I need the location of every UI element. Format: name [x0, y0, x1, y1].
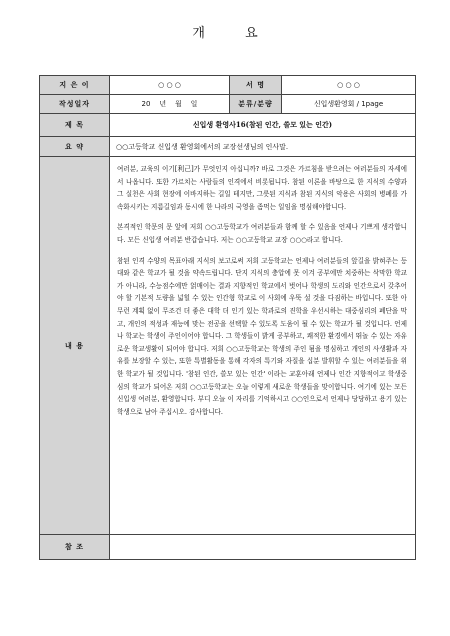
- content-paragraph-1: 여러분, 교육의 이기[利己]가 무엇인지 아십니까? 바로 그것은 가르침을 받으려는 여러분들의 자세에서 나옵니다. 또한 가르치는 사람들의 인격에서 비롯됩니다. 참된 이론을 바탕으로 한 지식의 수양과 그 실천은 사회 현장에 이바지하는 길일 테지만, 그릇된 지식과 참된 지식의 악용은 사회의 병폐를 가속화시키는 지름길임과 동시에 한 나라의 국영을 좀먹는 일임을 명심해야합니다.: [117, 165, 407, 211]
- date-label: 작성일자: [40, 95, 110, 114]
- content-paragraph-2: 본격적인 학문의 문 앞에 저희 ○○고등학교가 여러분들과 함께 할 수 있음을 언제나 기쁘게 생각합니다. 모든 신입생 여러분 반갑습니다. 저는 ○○고등학교 교장 ○○○라고 합니다.: [117, 223, 407, 244]
- signature-label: 서 명: [230, 76, 282, 95]
- subject-row: [40, 114, 416, 137]
- reference-value: [110, 535, 416, 560]
- date-value: 20 년 월 일: [110, 95, 230, 114]
- author-row: [40, 76, 416, 95]
- author-value: ○ ○ ○: [110, 76, 230, 95]
- summary-value: ○○고등학교 신입생 환영회에서의 교장선생님의 인사말.: [110, 137, 416, 157]
- signature-value: ○ ○ ○: [282, 76, 416, 95]
- summary-label: 요 약: [40, 137, 110, 157]
- subject-label: 제 목: [40, 114, 110, 137]
- content-row: [40, 157, 416, 535]
- author-label: 지 은 이: [40, 76, 110, 95]
- category-value: 신입생환영회 / 1page: [282, 95, 416, 114]
- subject-value: 신입생 환영사16(참된 인간, 쓸모 있는 인간): [110, 114, 416, 137]
- content-paragraph-3: 참된 인격 수양의 목표아래 지식의 보고로써 저희 고등학교는 언제나 여러분들의 앞길을 밝혀주는 등대와 같은 학교가 될 것을 약속드립니다. 단지 지식의 충압에 못 이겨 공부에만 치중하는 삭막한 학교가 아니라, 수능점수에만 얽매이는 결과 지향적인 학교에서 벗어나 학생의 도리와 인간으로서 갖추어야 할 기본적 도량을 넓힐 수 있는 인간형 학교로 이 사회에 우뚝 설 것을 다짐하는 바입니다. 또한 아무런 계획 없이 무조건 더 좋은 대학 더 인기 있는 학과로의 진학을 우선시하는 대중심리의 폐단을 막고, 개인의 적성과 재능에 맞는 전공을 선택할 수 있도록 도움이 될 수 있는 학교가 될 것입니다. 언제나 학교는 학생이 주인이어야 합니다. 그 학생들이 밝게 공부하고, 쾌적한 환경에서 뛰놀 수 있는 자유로운 학교생활이 되어야 합니다. 저희 ○○고등학교는 학생의 주인 됨을 명심하고 개인의 사생활과 자유를 보장할 수 있는, 또한 특별활동을 통해 각자의 특기와 자질을 십분 발휘할 수 있는 여러분들을 위한 학교가 될 것입니다. '참된 인간, 쓸모 있는 인간' 이라는 교훈아래 언제나 인간 지향적이고 학생중심의 학교가 되어온 저희 ○○고등학교는 오늘 이렇게 새로운 학생들을 맞이합니다. 여기에 있는 모든 신입생 여러분, 환영합니다. 부디 오늘 이 자리를 기억하시고 ○○인으로서 언제나 당당하고 용기 있는 학생으로 남아 주십시오. 감사합니다.: [117, 256, 407, 416]
- summary-row: [40, 137, 416, 157]
- reference-row: [40, 535, 416, 560]
- document-form: [39, 75, 416, 560]
- page-title: 개 요: [192, 26, 276, 41]
- date-row: [40, 95, 416, 114]
- reference-label: 참 조: [40, 535, 110, 560]
- content-label: 내 용: [40, 157, 110, 535]
- category-label: 분류/분량: [230, 95, 282, 114]
- content-body: [110, 157, 416, 535]
